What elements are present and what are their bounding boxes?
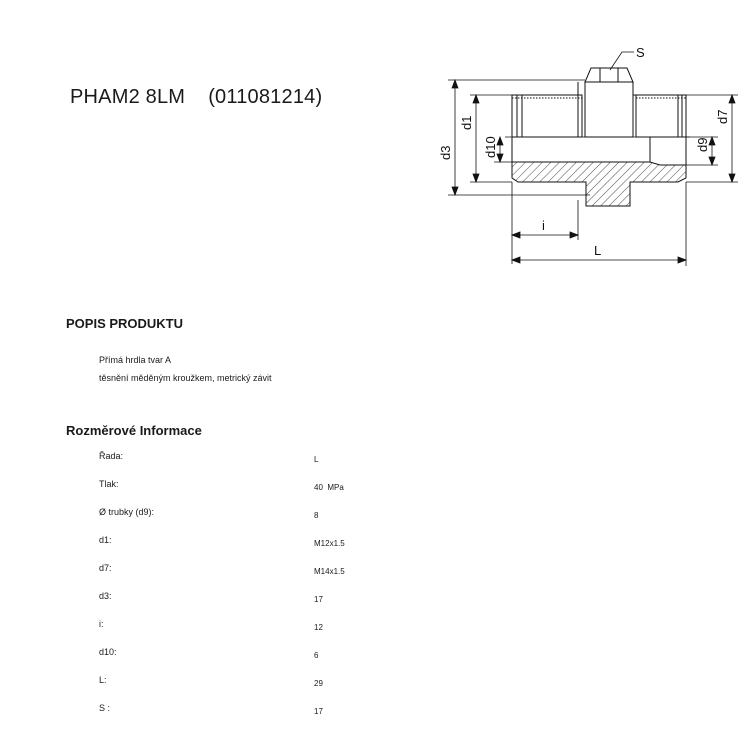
spec-row-trubky — [0, 507, 750, 521]
section-hatch — [512, 162, 686, 206]
description-text — [99, 351, 272, 387]
spec-row-s — [0, 703, 750, 717]
spec-value: 6 — [314, 651, 319, 660]
label-d3: d3 — [438, 145, 453, 160]
spec-label: Ø trubky (d9): — [99, 507, 155, 517]
spec-value: 8 — [314, 511, 319, 520]
description-line: těsnění měděným kroužkem, metrický závit — [99, 373, 272, 383]
spec-label: i: — [99, 619, 104, 629]
technical-drawing — [432, 42, 730, 274]
spec-label: S : — [99, 703, 111, 713]
spec-row-d1 — [0, 535, 750, 549]
hex-body — [585, 82, 633, 137]
dimensions-heading: Rozměrové Informace — [66, 423, 202, 438]
spec-value: 17 — [314, 707, 323, 716]
spec-row-rada — [0, 451, 750, 465]
spec-label: Tlak: — [99, 479, 119, 489]
label-d10: d10 — [483, 136, 498, 158]
label-l: L — [594, 243, 602, 258]
spec-row-d3 — [0, 591, 750, 605]
spec-label: d10: — [99, 647, 117, 657]
spec-value: 29 — [314, 679, 323, 688]
spec-label: d7: — [99, 563, 112, 573]
product-title: PHAM2 8LM (011081214) — [70, 86, 323, 108]
spec-row-l — [0, 675, 750, 689]
label-d7: d7 — [715, 109, 730, 124]
spec-label: Řada: — [99, 451, 124, 461]
label-d1: d1 — [459, 115, 474, 130]
spec-value: 40 MPa — [314, 483, 344, 492]
label-i: i — [542, 218, 545, 233]
spec-value: 17 — [314, 595, 323, 604]
spec-label: d3: — [99, 591, 112, 601]
spec-value: 12 — [314, 623, 323, 632]
spec-row-tlak — [0, 479, 750, 493]
hex-nut-top — [585, 68, 633, 82]
spec-value: L — [314, 455, 319, 464]
spec-label: d1: — [99, 535, 112, 545]
spec-row-d10 — [0, 647, 750, 661]
spec-value: M12x1.5 — [314, 539, 345, 548]
spec-row-d7 — [0, 563, 750, 577]
description-heading: POPIS PRODUKTU — [66, 316, 184, 331]
description-line: Přímá hrdla tvar A — [99, 355, 172, 365]
spec-label: L: — [99, 675, 107, 685]
label-s: S — [636, 45, 645, 60]
spec-value: M14x1.5 — [314, 567, 345, 576]
label-d9: d9 — [695, 137, 710, 152]
spec-row-i — [0, 619, 750, 633]
